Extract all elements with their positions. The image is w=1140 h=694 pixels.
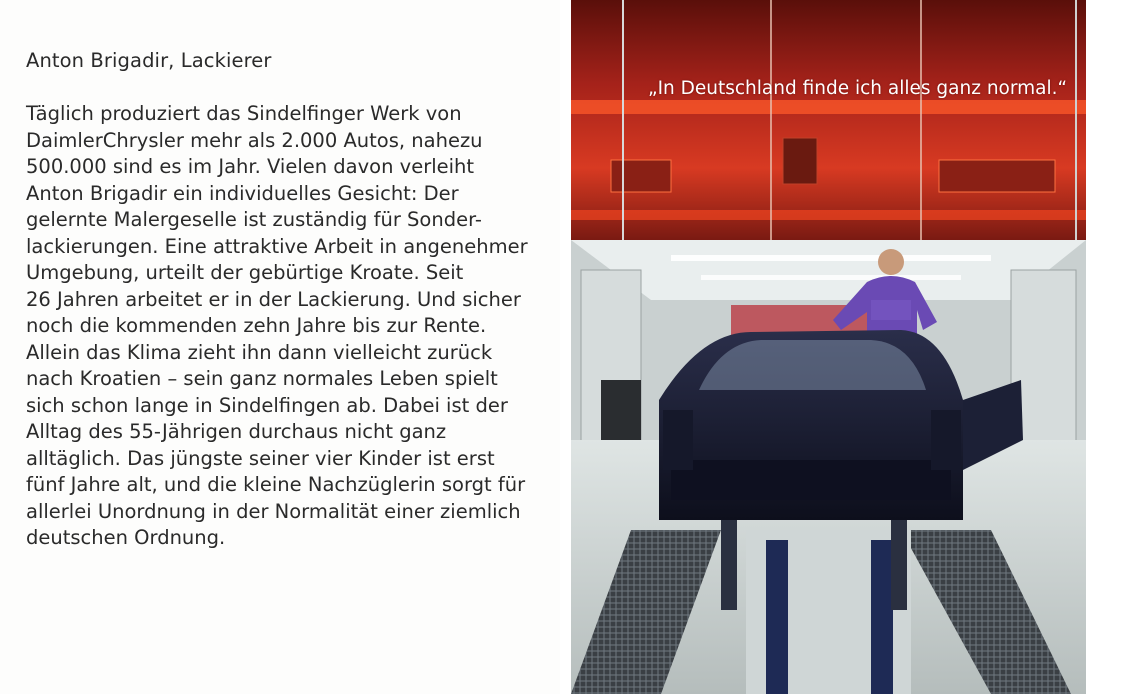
body-line: alltäglich. Das jüngste seiner vier Kinder ist erst [26, 446, 495, 470]
body-line: lackierungen. Eine attraktive Arbeit in angenehmer [26, 234, 528, 258]
body-line: DaimlerChrysler mehr als 2.000 Autos, nahezu [26, 128, 483, 152]
body-line: gelernte Malergeselle ist zuständig für Sonder- [26, 208, 482, 231]
text-page [0, 0, 560, 694]
worker-head [878, 249, 904, 275]
body-line: deutschen Ordnung. [26, 526, 226, 549]
body-line: fünf Jahre alt, und die kleine Nachzüglerin sorgt für [26, 473, 526, 496]
body-line: 500.000 sind es im Jahr. Vielen davon verleiht [26, 155, 475, 178]
body-line: Täglich produziert das Sindelfinger Werk von [26, 102, 462, 125]
article-heading: Anton Brigadir, Lackierer [26, 49, 272, 72]
photo-quote: „In Deutschland finde ich alles ganz normal.“ [648, 78, 1068, 99]
body-line: allerlei Unordnung in der Normalität einer ziemlich [26, 499, 521, 523]
body-line: sich schon lange in Sindelfingen ab. Dabei ist der [26, 393, 508, 417]
paint-booth-photo [571, 0, 1086, 694]
body-line: Anton Brigadir ein individuelles Gesicht: Der [26, 181, 459, 205]
photo-illustration [571, 0, 1086, 694]
article-body [26, 101, 528, 552]
body-line: noch die kommenden zehn Jahre bis zur Rente. [26, 314, 487, 337]
red-ceiling [571, 0, 1086, 240]
body-line: Umgebung, urteilt der gebürtige Kroate. Seit [26, 261, 464, 284]
body-line: 26 Jahren arbeitet er in der Lackierung. Und sicher [26, 287, 521, 311]
body-line: Allein das Klima zieht ihn dann vielleicht zurück [26, 340, 493, 364]
body-line: Alltag des 55-Jährigen durchaus nicht ganz [26, 420, 447, 443]
body-line: nach Kroatien – sein ganz normales Leben spielt [26, 367, 498, 390]
